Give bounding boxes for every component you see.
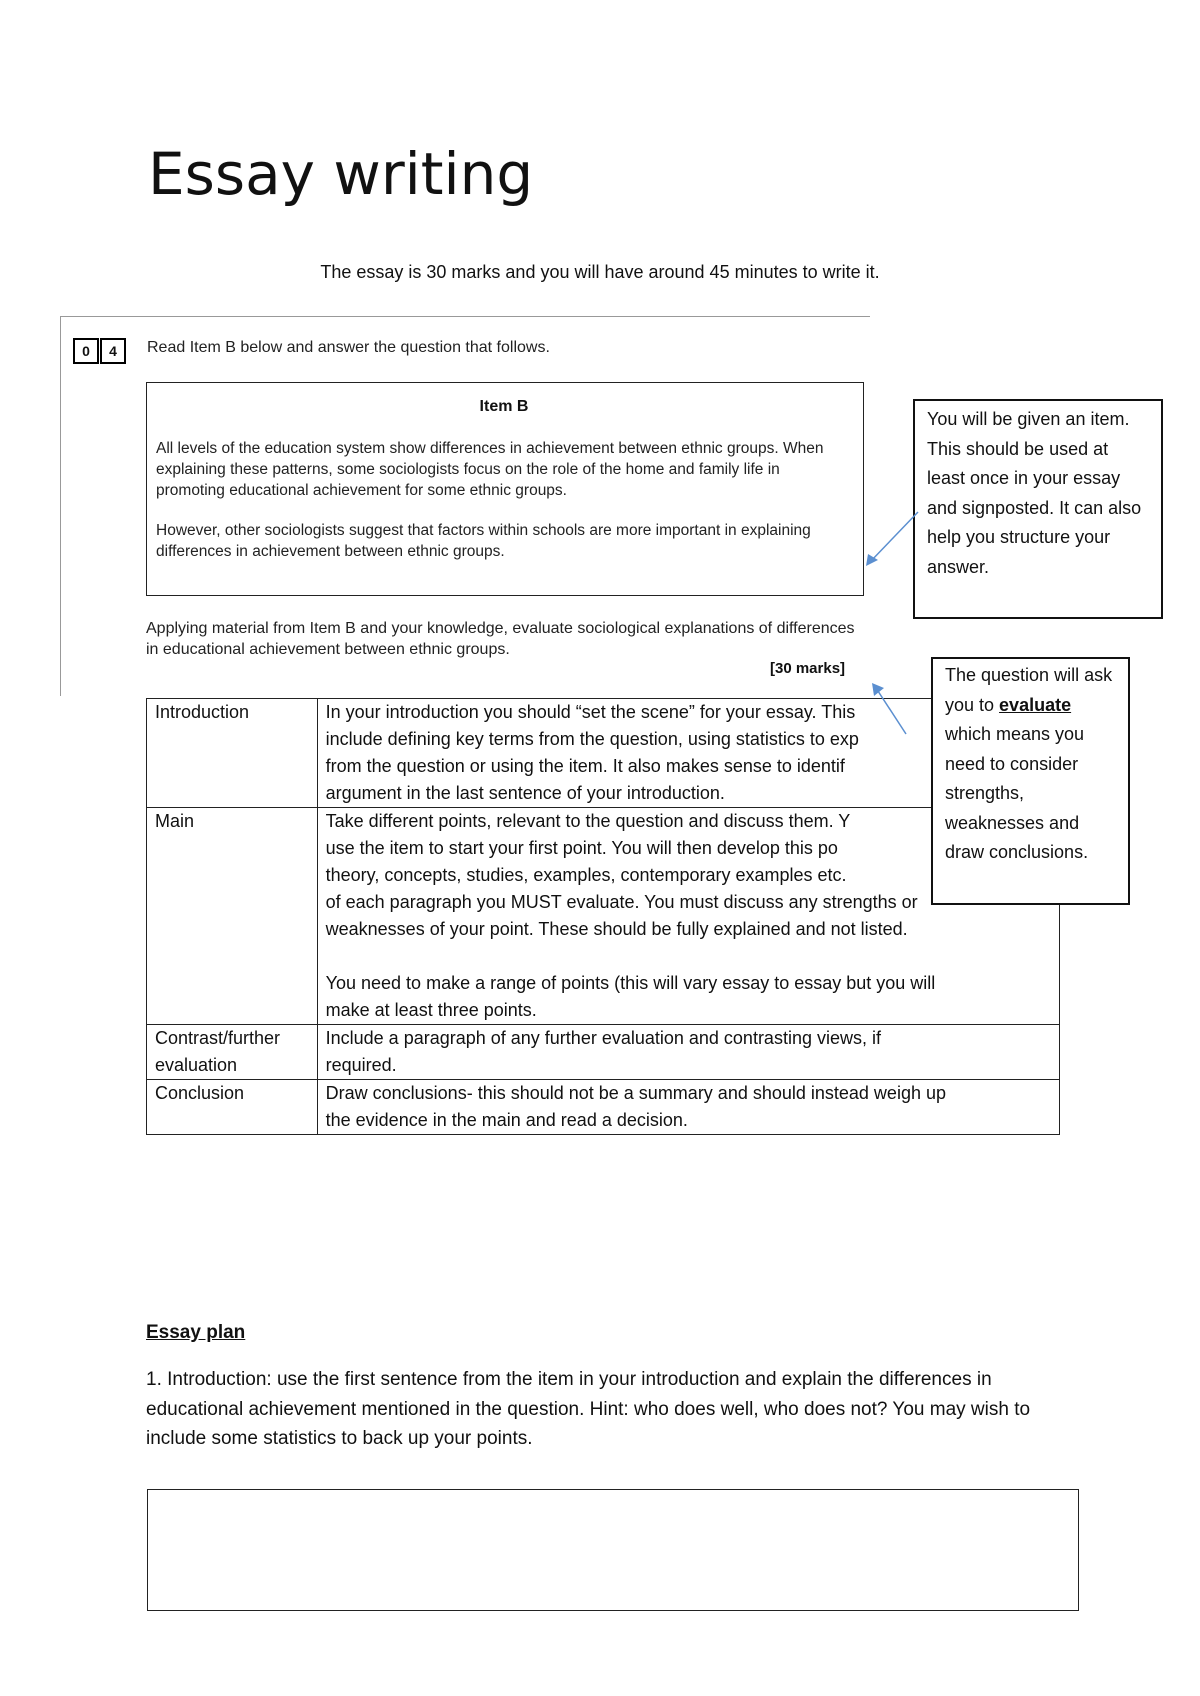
- item-paragraph: However, other sociologists suggest that factors within schools are more important in explaining differences in achievement between ethnic groups.: [156, 522, 811, 560]
- description-line: the evidence in the main and read a decision.: [325, 1110, 688, 1130]
- description-line: theory, concepts, studies, examples, contemporary examples etc.: [325, 865, 847, 885]
- arrow-line: [876, 688, 906, 734]
- description-line: Include a paragraph of any further evaluation and contrasting views, if: [325, 1028, 881, 1048]
- structure-section-label: Contrast/further evaluation: [147, 1025, 318, 1080]
- question-number-digit: 0: [73, 338, 99, 364]
- essay-plan-heading: Essay plan: [146, 1322, 246, 1343]
- marks-label: [30 marks]: [770, 660, 846, 677]
- exam-question: Applying material from Item B and your knowledge, evaluate sociological explanations of differences in educational achievement between ethnic groups.: [146, 620, 855, 658]
- description-line: use the item to start your first point. You will then develop this po: [325, 838, 838, 858]
- arrow-head: [872, 683, 884, 696]
- exam-instruction: Read Item B below and answer the question that follows.: [147, 339, 550, 356]
- structure-section-label: Main: [147, 808, 318, 1025]
- description-line: Take different points, relevant to the question and discuss them. Y: [325, 811, 851, 831]
- description-line: argument in the last sentence of your introduction.: [325, 783, 725, 803]
- evaluate-note-text: which means you need to consider strengths, weaknesses and draw conclusions.: [945, 724, 1089, 862]
- description-line: make at least three points.: [325, 1000, 537, 1020]
- structure-section-label: Conclusion: [147, 1080, 318, 1135]
- page-title: Essay writing: [148, 140, 534, 208]
- description-line: You need to make a range of points (this will vary essay to essay but you will: [325, 973, 936, 993]
- intro-text: The essay is 30 marks and you will have around 45 minutes to write it.: [320, 262, 880, 282]
- description-line: Draw conclusions- this should not be a summary and should instead weigh up: [325, 1083, 946, 1103]
- description-line: required.: [325, 1055, 397, 1075]
- description-line: In your introduction you should “set the scene” for your essay. This: [325, 702, 856, 722]
- question-number-digit: 4: [100, 338, 126, 364]
- evaluate-keyword: evaluate: [999, 694, 1072, 715]
- item-note-callout: You will be given an item. This should be used at least once in your essay and signposted. It can also help you structure your answer.: [913, 399, 1163, 619]
- description-line: include defining key terms from the question, using statistics to exp: [325, 729, 859, 749]
- structure-section-label: Introduction: [147, 699, 318, 808]
- description-line: from the question or using the item. It also makes sense to identif: [325, 756, 845, 776]
- essay-plan-step: 1. Introduction: use the first sentence from the item in your introduction and explain the differences in educational achievement mentioned in the question. Hint: who does well, who does not? You may wish to include some statistics to back up your points.: [146, 1369, 1031, 1449]
- evaluate-note-text: The question will ask you to: [945, 665, 1113, 715]
- item-paragraph: All levels of the education system show differences in achievement between ethnic groups. When explaining these patterns, some sociologists focus on the role of the home and family life in promoting educational achievement for some ethnic groups.: [156, 440, 824, 499]
- item-title: Item B: [479, 398, 529, 415]
- description-line: of each paragraph you MUST evaluate. You must discuss any strengths or: [325, 892, 918, 912]
- answer-box[interactable]: [147, 1489, 1079, 1611]
- description-line: weaknesses of your point. These should be fully explained and not listed.: [325, 919, 908, 939]
- arrow-line: [870, 512, 918, 562]
